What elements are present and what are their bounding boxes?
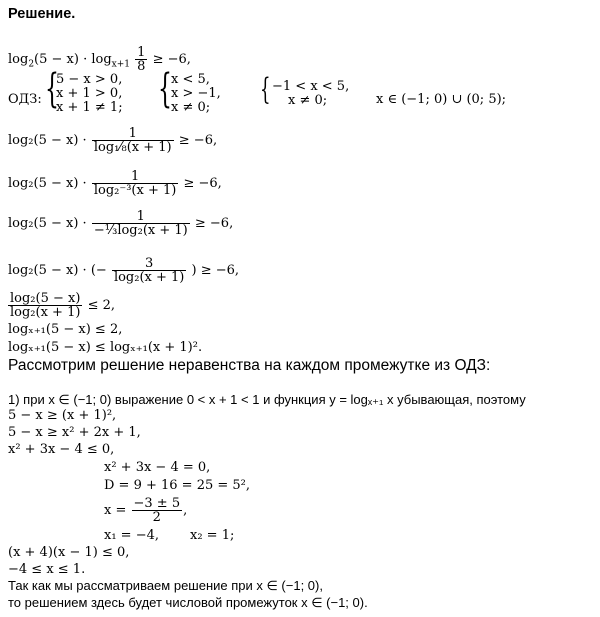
step-6 (104, 497, 187, 524)
fraction-numerator: 1 (92, 170, 179, 184)
step-4: x² + 3x − 4 = 0, (104, 460, 211, 475)
fraction-denominator: log₂(x + 1) (10, 305, 81, 320)
fraction (132, 497, 183, 524)
fraction (112, 257, 186, 284)
step-10: Так как мы рассматриваем решение при x ∈ (−1; 0), (8, 578, 323, 593)
step-5: D = 9 + 16 = 25 = 5², (104, 478, 251, 493)
system-brace-3: { (260, 72, 271, 107)
step-9: −4 ≤ x ≤ 1. (8, 562, 86, 577)
rhs-text: ) ≥ −6, (191, 263, 240, 278)
consider-heading: Рассмотрим решение неравенства на каждом промежутке из ОДЗ: (8, 357, 491, 374)
inequality-line-4 (8, 170, 222, 197)
fraction-numerator: 1 (137, 45, 146, 60)
log-base: 2 (28, 59, 35, 70)
fraction-denominator: log₂⁻³(x + 1) (93, 183, 177, 198)
inequality-line-3 (8, 127, 217, 154)
fraction-numerator: log₂(5 − x) (10, 291, 81, 306)
step-3: x² + 3x − 4 ≤ 0, (8, 442, 115, 457)
system-row: x + 1 ≠ 1; (56, 100, 123, 115)
rhs-text: ≥ −6, (194, 216, 234, 231)
system-row: x ≠ 0; (288, 93, 328, 108)
odz-result: x ∈ (−1; 0) ∪ (0; 5); (376, 92, 507, 107)
system-row: x > −1, (171, 86, 221, 101)
inequality-line-5 (8, 210, 233, 237)
fraction (92, 170, 179, 197)
fraction-denominator: 8 (137, 59, 146, 74)
lhs-text: log₂(5 − x) · (− (8, 263, 107, 278)
system-row: x ≠ 0; (171, 100, 211, 115)
fraction-numerator: 3 (112, 257, 186, 271)
log-text: log (8, 52, 29, 67)
system-row: x < 5, (171, 72, 210, 87)
step-8: (x + 4)(x − 1) ≤ 0, (8, 545, 130, 560)
system-row: x + 1 > 0, (56, 86, 123, 101)
fraction-denominator: 2 (152, 510, 161, 525)
inequality-line-7 (8, 292, 115, 319)
rhs-text: ≥ −6, (183, 176, 222, 191)
fraction-numerator: −3 ± 5 (133, 496, 181, 511)
rhs-text: , (183, 503, 188, 518)
lhs-text: log₂(5 − x) · (8, 176, 87, 191)
step-7b: x₂ = 1; (190, 528, 235, 543)
system-brace-1: { (45, 66, 59, 112)
rhs-text: ≥ −6, (152, 52, 191, 67)
rhs-text: ≥ −6, (178, 133, 218, 148)
fraction-one-eighth (135, 46, 147, 73)
odz-system-3 (272, 80, 349, 108)
step-7a: x₁ = −4, (104, 528, 159, 543)
fraction-numerator: 1 (92, 210, 190, 224)
rhs-text: ≤ 2, (87, 298, 115, 313)
fraction (92, 210, 190, 237)
odz-system-2 (171, 73, 221, 115)
fraction-denominator: log₂(x + 1) (113, 270, 185, 285)
fraction (8, 292, 82, 319)
inequality-line-8: logₓ₊₁(5 − x) ≤ 2, (8, 322, 123, 337)
step-1: 5 − x ≥ (x + 1)², (8, 408, 117, 423)
system-row: −1 < x < 5, (272, 79, 350, 94)
fraction-denominator: log₁⁄₈(x + 1) (93, 140, 172, 155)
solution-title: Решение. (8, 6, 76, 22)
fraction-denominator: −⅓log₂(x + 1) (93, 223, 188, 238)
step-11: то решением здесь будет числовой промежуток x ∈ (−1; 0). (8, 595, 368, 610)
fraction-numerator: 1 (92, 127, 174, 141)
log-text-2: (5 − x) · log (34, 52, 112, 67)
odz-system-1 (56, 73, 123, 115)
fraction (92, 127, 174, 154)
odz-label: ОДЗ: (8, 92, 42, 107)
case-1-text: 1) при x ∈ (−1; 0) выражение 0 < x + 1 < 1 и функция y = logₓ₊₁ x убывающая, поэтому (8, 392, 526, 407)
lhs-text: log₂(5 − x) · (8, 216, 87, 231)
inequality-line-9: logₓ₊₁(5 − x) ≤ logₓ₊₁(x + 1)². (8, 340, 203, 355)
step-2: 5 − x ≥ x² + 2x + 1, (8, 425, 141, 440)
lhs-text: x = (104, 503, 127, 518)
system-brace-2: { (158, 66, 172, 112)
log-base-2: x+1 (111, 59, 130, 70)
inequality-line-6 (8, 257, 239, 284)
system-row: 5 − x > 0, (56, 72, 123, 87)
lhs-text: log₂(5 − x) · (8, 133, 87, 148)
